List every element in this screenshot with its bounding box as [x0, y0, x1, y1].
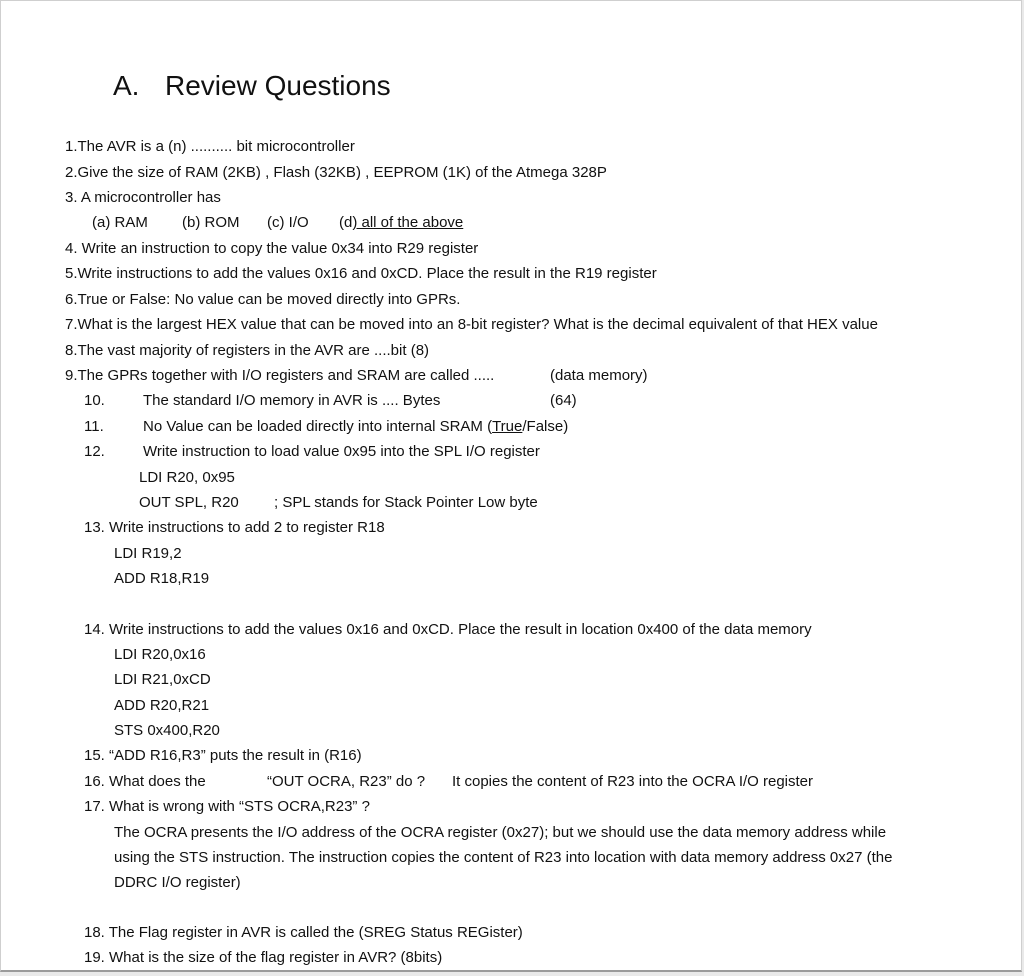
question-12-number: 12. — [84, 443, 105, 460]
code-text: ADD R20,R21 — [114, 697, 210, 714]
question-10-number: 10. — [84, 392, 105, 409]
question-9-answer: (data memory) — [550, 367, 648, 384]
question-17-text: 17. What is wrong with “STS OCRA,R23” ? — [84, 798, 370, 815]
code-text: LDI R21,0xCD — [114, 671, 211, 688]
question-9-text: 9.The GPRs together with I/O registers and SRAM are called ..... — [65, 367, 495, 384]
question-16-instruction: “OUT OCRA, R23” do ? — [267, 773, 426, 790]
question-11-false-option: /False) — [522, 418, 569, 435]
code-text: LDI R20,0x16 — [114, 646, 206, 663]
option-d-answer: ) all of the above — [352, 214, 464, 231]
code-comment: ; SPL stands for Stack Pointer Low byte — [274, 494, 538, 511]
question-7-text: 7.What is the largest HEX value that can be moved into an 8-bit register? What is the decimal equivalent of that HEX value — [65, 316, 878, 333]
page-title — [113, 67, 391, 105]
question-4-text: 4. Write an instruction to copy the value 0x34 into R29 register — [65, 240, 479, 257]
question-11-number: 11. — [84, 418, 104, 435]
question-10-text: The standard I/O memory in AVR is .... Bytes — [143, 392, 441, 409]
question-11-text — [143, 414, 568, 439]
option-a: (a) RAM — [92, 214, 148, 231]
question-2-text: 2.Give the size of RAM (2KB) , Flash (32KB) , EEPROM (1K) of the Atmega 328P — [65, 164, 607, 181]
question-16-answer: It copies the content of R23 into the OCRA I/O register — [452, 773, 814, 790]
section-letter: A. — [113, 70, 140, 101]
section-title: Review Questions — [165, 70, 391, 101]
code-text: LDI R19,2 — [114, 545, 182, 562]
answer-text: DDRC I/O register) — [114, 874, 241, 891]
question-6-text: 6.True or False: No value can be moved directly into GPRs. — [65, 291, 461, 308]
question-18-text: 18. The Flag register in AVR is called the (SREG Status REGister) — [84, 924, 523, 941]
question-12-text: Write instruction to load value 0x95 into the SPL I/O register — [143, 443, 540, 460]
question-5-text: 5.Write instructions to add the values 0x16 and 0xCD. Place the result in the R19 register — [65, 265, 657, 282]
question-14-text: 14. Write instructions to add the values 0x16 and 0xCD. Place the result in location 0x400 of the data memory — [84, 621, 812, 638]
question-15-text: 15. “ADD R16,R3” puts the result in (R16) — [84, 747, 362, 764]
question-10-answer: (64) — [550, 392, 577, 409]
code-text: OUT SPL, R20 — [139, 494, 239, 511]
question-11-prompt: No Value can be loaded directly into internal SRAM ( — [143, 418, 493, 435]
option-d-prefix: (d — [339, 214, 353, 231]
code-text: STS 0x400,R20 — [114, 722, 220, 739]
option-b: (b) ROM — [182, 214, 240, 231]
question-16-text: 16. What does the — [84, 773, 206, 790]
question-19-text: 19. What is the size of the flag register in AVR? (8bits) — [84, 949, 443, 966]
question-8-text: 8.The vast majority of registers in the AVR are ....bit (8) — [65, 342, 430, 359]
answer-text: The OCRA presents the I/O address of the OCRA register (0x27); but we should use the data memory address while — [114, 824, 887, 841]
answer-text: using the STS instruction. The instruction copies the content of R23 into location with data memory address 0x27 (the — [114, 849, 893, 866]
question-11-true-answer: True — [492, 418, 523, 435]
question-1-text: 1.The AVR is a (n) .......... bit microcontroller — [65, 138, 355, 155]
question-3-text: 3. A microcontroller has — [65, 189, 221, 206]
option-d — [339, 210, 463, 235]
code-text: LDI R20, 0x95 — [139, 469, 235, 486]
option-c: (c) I/O — [267, 214, 309, 231]
code-text: ADD R18,R19 — [114, 570, 210, 587]
question-13-text: 13. Write instructions to add 2 to register R18 — [84, 519, 385, 536]
